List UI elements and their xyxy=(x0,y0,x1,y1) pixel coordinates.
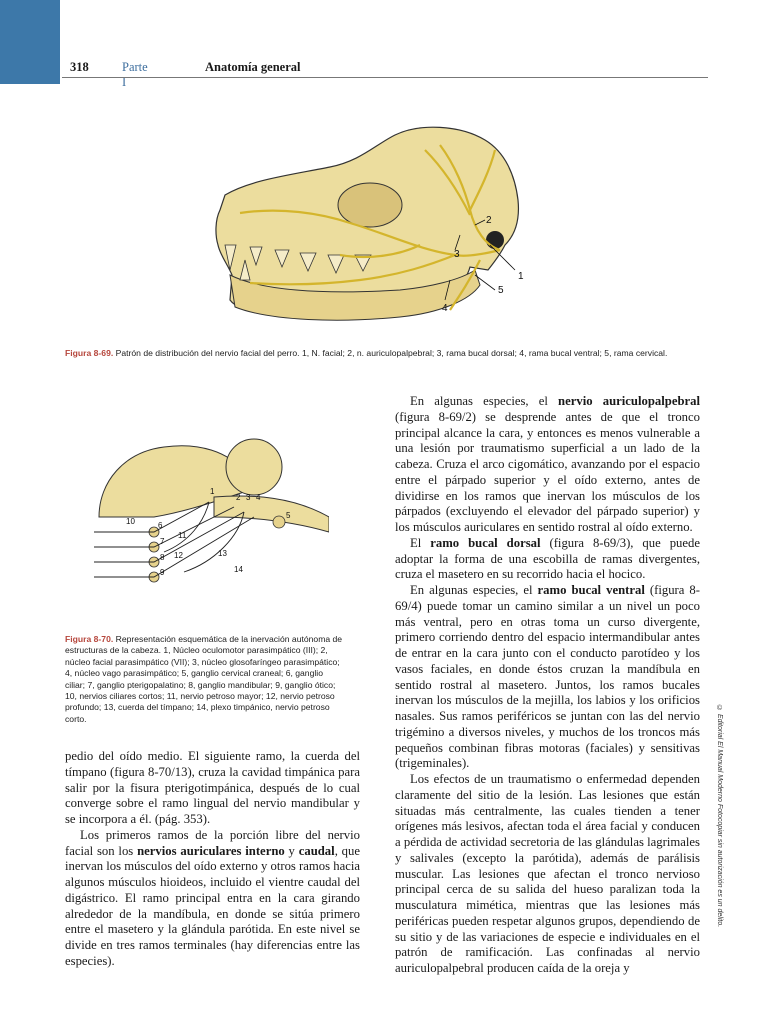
right-paragraph-3 xyxy=(395,583,700,772)
left-p2-text-a: Los primeros ramos de la porción libre del nervio facial son los xyxy=(65,827,360,858)
cerebellum xyxy=(226,439,282,495)
ear-opening xyxy=(486,231,504,249)
left-p2-text-c: , que inervan los músculos del oído externo y otros ramos hacia algunos músculos hioideos, incluido el vientre caudal del digástrico. El ramo principal entra en la cara girando alrededor de la mandíbula, en donde se sitúa primero entre el masetero y la glándula parótida. En este nivel se divide en tres ramos terminales (hay diferencias entre las especies). xyxy=(65,843,360,968)
right-paragraph-2 xyxy=(395,536,700,583)
right-paragraph-4: Los efectos de un traumatismo o enfermedad dependen claramente del sitio de la lesión. Las lesiones que están situadas más centralmente, las cuales tienden a tener orígenes más lesivos, afectan toda el área facial y conducen a pérdida de actividad secretoria de las glándulas lagrimales y salivales (excepto la parótida), además de parálisis muscular. Las lesiones que afectan el tronco nervioso principal cerca de su salida del hueso paralizan toda la musculatura mimética, mientras que las lesiones más periféricas pueden respetar algunos grupos, dependiendo de su sitio y de las variaciones de especie e individuales en el patrón de ramificación. Las confinadas al nervio auriculopalpebral producen caída de la oreja y xyxy=(395,772,700,975)
section-title: Anatomía general xyxy=(205,60,301,74)
left-paragraph-1: pedio del oído medio. El siguiente ramo, la cuerda del tímpano (figura 8-70/13), cruza la cavidad timpánica para salir por la fisura pterigotimpánica, después de lo cual converge sobre el ramo lingual del nervio mandibular y se incorpora a él. (pág. 353). xyxy=(65,749,360,826)
figure-70-caption xyxy=(65,634,345,725)
right-column xyxy=(395,394,700,977)
right-p2-text-b: (figura 8-69/3), que puede adoptar la forma de una escobilla de ramas divergentes, cruza el masetero en su recorrido hacia el hocico. xyxy=(395,535,701,582)
fig69-label-5: 5 xyxy=(498,285,504,296)
fig70-label-6: 6 xyxy=(158,521,163,530)
right-p1-text-b: (figura 8-69/2) se desprende antes de que el tronco principal alcance la cara, y entonces es menos vulnerable a una lesión por traumatismo superficial a un lado de la cabeza. Cruza el arco cigomático, avanzando por el espacio entre el párpado superior y el oído externo, antes de dividirse en los ramos que inervan los músculos de los párpados (excluyendo el elevador del párpado superior) y los músculos auriculares en sentido rostral al oído externo. xyxy=(395,409,700,534)
right-p3-bold-term: ramo bucal ventral xyxy=(537,583,645,597)
copyright-notice: © Editorial El Manual Moderno Fotocopiar sin autorización es un delito. xyxy=(716,705,723,928)
right-p1-text-a: En algunas especies, el xyxy=(410,394,559,408)
fig70-label-11: 11 xyxy=(178,531,187,540)
part-label: Parte I xyxy=(122,60,148,89)
right-p1-bold-term: nervio auriculopalpebral xyxy=(558,394,701,408)
fig70-label-4: 4 xyxy=(256,493,261,502)
page-number: 318 xyxy=(70,60,89,74)
figure-70-caption-label: Figura 8-70. xyxy=(65,634,114,644)
ganglia xyxy=(149,516,285,582)
figure-70-caption-text: Representación esquemática de la inervación autónoma de estructuras de la cabeza. 1, Núcleo oculomotor parasimpático (III); 2, núcleo facial parasimpático (VII); 3, núcleo glosofaríngeo parasimpático; 4, núcleo vago parasimpático; 5, ganglio cervical craneal; 6, ganglio ciliar; 7, ganglio pterigopalatino; 8, ganglio mandibular; 9, ganglio ótico; 10, nervios ciliares cortos; 11, nervio petroso mayor; 12, nervio petroso profundo; 13, cuerda del tímpano; 14, plexo timpánico, nervio petroso corto. xyxy=(65,634,343,724)
fig70-label-1: 1 xyxy=(210,487,215,496)
fig69-label-2: 2 xyxy=(486,215,492,226)
chapter-tab xyxy=(0,0,60,84)
fig70-label-13: 13 xyxy=(218,549,227,558)
figure-70-schematic-illustration xyxy=(94,422,329,590)
orbit xyxy=(338,183,402,227)
figure-69-caption xyxy=(65,348,705,359)
right-p3-text-b: (figura 8-69/4) puede tomar un camino similar a un nivel un poco más ventral, pero en otras toma un curso divergente, primero corriendo dentro del espacio intermandibular antes de entrar en la cara junto con el conducto parotídeo y los vasos faciales, en donde éstos cruzan la mandíbula en sentido rostral al masetero. Juntos, los ramos bucales inervan los músculos de la mejilla, los labios y los orificios nasales. Sus ramos periféricos se juntan con las del nervio trigémino a diversos niveles, y muchos de los troncos más pequeños combinan fibras motoras (faciales) y sensitivas (trigeminales). xyxy=(395,583,700,771)
fig69-label-1: 1 xyxy=(518,271,524,282)
fig70-label-2: 2 xyxy=(236,493,241,502)
right-p2-text-a: El xyxy=(410,535,431,550)
figure-69-skull-illustration xyxy=(170,95,540,335)
header-rule xyxy=(62,77,708,78)
left-p2-bold-term: nervios auriculares interno xyxy=(137,843,285,858)
left-p2-text-b: y xyxy=(284,843,299,858)
fig70-label-9: 9 xyxy=(160,568,165,577)
right-paragraph-1 xyxy=(395,394,700,536)
right-p2-bold-term: ramo bucal dorsal xyxy=(430,535,541,550)
fig70-label-7: 7 xyxy=(160,537,165,546)
fig69-label-3: 3 xyxy=(454,249,460,260)
fig70-label-8: 8 xyxy=(160,553,165,562)
brainstem xyxy=(214,496,329,532)
fig69-label-4: 4 xyxy=(442,303,448,314)
figure-69-caption-label: Figura 8-69. xyxy=(65,348,114,358)
figure-69-caption-text: Patrón de distribución del nervio facial del perro. 1, N. facial; 2, n. auriculopalpebral; 3, rama bucal dorsal; 4, rama bucal ventral; 5, rama cervical. xyxy=(113,348,668,358)
left-column xyxy=(65,749,360,970)
right-p3-text-a: En algunas especies, el xyxy=(410,583,538,597)
left-p2-bold-term-2: caudal xyxy=(298,843,335,858)
left-paragraph-2 xyxy=(65,828,360,970)
fig70-label-10: 10 xyxy=(126,517,135,526)
fig70-label-12: 12 xyxy=(174,551,183,560)
fig70-label-5: 5 xyxy=(286,511,291,520)
fig70-label-14: 14 xyxy=(234,565,243,574)
fig70-label-3: 3 xyxy=(246,493,251,502)
